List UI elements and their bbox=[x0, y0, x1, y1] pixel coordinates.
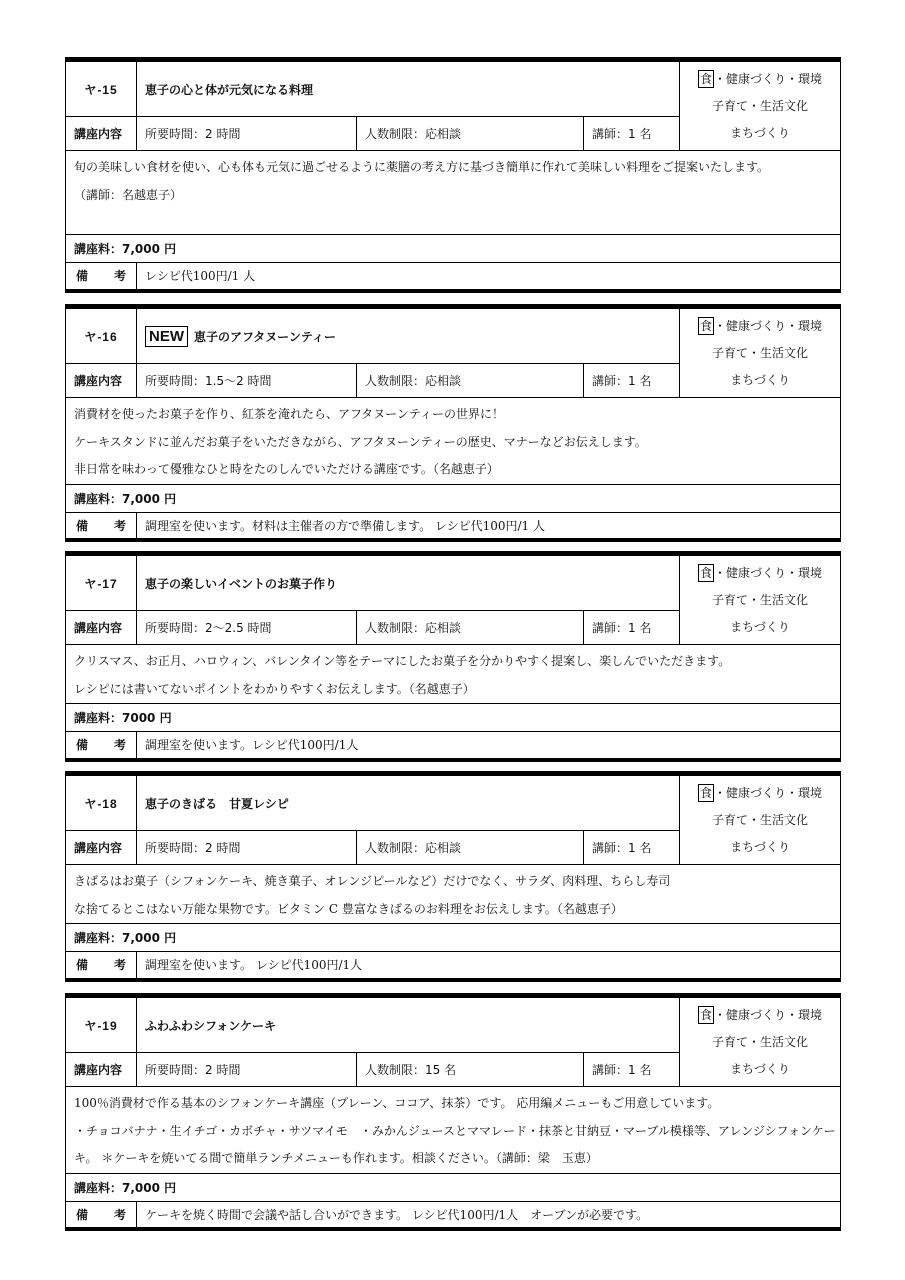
duration: 所要時間：2 時間 bbox=[137, 117, 357, 151]
description-line: （講師：名越恵子） bbox=[74, 187, 183, 202]
tag-line3: まちづくり bbox=[730, 126, 790, 140]
course-code: ヤ-19 bbox=[66, 996, 137, 1053]
course-fee: 講座料：7,000 円 bbox=[66, 1173, 841, 1201]
course-code: ヤ-18 bbox=[66, 774, 137, 831]
course-title bbox=[137, 307, 680, 364]
tag-line2: 子育て・生活文化 bbox=[711, 99, 808, 113]
category-tags bbox=[680, 307, 841, 398]
course-title bbox=[137, 60, 680, 117]
instructors: 講師：1 名 bbox=[584, 364, 680, 398]
tag-food-mark: 食 bbox=[699, 72, 712, 86]
capacity: 人数制限：応相談 bbox=[357, 611, 584, 645]
course-fee: 講座料：7,000 円 bbox=[66, 924, 841, 952]
duration: 所要時間：2～2.5 時間 bbox=[137, 611, 357, 645]
course-title bbox=[137, 774, 680, 831]
course-card bbox=[65, 993, 840, 1231]
tag-line1: ・健康づくり・環境 bbox=[714, 566, 823, 580]
tag-line1: ・健康づくり・環境 bbox=[714, 1008, 823, 1022]
instructors: 講師：1 名 bbox=[584, 831, 680, 865]
course-fee: 講座料：7000 円 bbox=[66, 704, 841, 732]
course-title-text: 恵子の楽しいイベントのお菓子作り bbox=[145, 576, 338, 591]
tag-food-mark: 食 bbox=[700, 319, 713, 333]
description-line: 消費材を使ったお菓子を作り、紅茶を淹れたら、アフタヌーンティーの世界に！ bbox=[74, 407, 504, 421]
note-label: 備 考 bbox=[66, 512, 137, 540]
course-description bbox=[66, 865, 841, 924]
note-text: 調理室を使います。レシピ代100円/1人 bbox=[137, 732, 841, 760]
capacity: 人数制限：応相談 bbox=[357, 364, 584, 398]
tag-line3: まちづくり bbox=[730, 373, 790, 387]
course-fee: 講座料：7,000 円 bbox=[66, 235, 841, 263]
course-card bbox=[65, 304, 840, 542]
note-text: レシピ代100円/1 人 bbox=[137, 263, 841, 291]
note-text: ケーキを焼く時間で会議や話し合いができます。 レシピ代100円/1人 オーブンが必要です。 bbox=[137, 1201, 841, 1229]
course-description bbox=[66, 151, 841, 235]
course-description bbox=[66, 645, 841, 704]
note-label: 備 考 bbox=[66, 263, 137, 291]
tag-line2: 子育て・生活文化 bbox=[711, 1035, 808, 1049]
description-line: キ。 ＊ケーキを焼いてる間で簡単ランチメニューも作れます。相談ください。（講師：梁 玉恵） bbox=[74, 1151, 598, 1165]
description-line: クリスマス、お正月、ハロウィン、バレンタイン等をテーマにしたお菓子を分かりやすく提案し、楽しんでいただきます。 bbox=[74, 654, 731, 668]
capacity: 人数制限：応相談 bbox=[357, 117, 584, 151]
content-label: 講座内容 bbox=[66, 831, 137, 865]
content-label: 講座内容 bbox=[66, 1053, 137, 1087]
description-line: な捨てるとこはない万能な果物です。ビタミン C 豊富なきばるのお料理をお伝えします。（名越恵子） bbox=[74, 901, 623, 916]
content-label: 講座内容 bbox=[66, 611, 137, 645]
note-text: 調理室を使います。材料は主催者の方で準備します。 レシピ代100円/1 人 bbox=[137, 512, 841, 540]
category-tags bbox=[680, 554, 841, 645]
note-label: 備 考 bbox=[66, 952, 137, 980]
course-card bbox=[65, 57, 840, 293]
tag-line3: まちづくり bbox=[730, 840, 790, 854]
course-code: ヤ-16 bbox=[66, 307, 137, 364]
course-title-text: 恵子のきばる 甘夏レシピ bbox=[145, 796, 289, 811]
course-description bbox=[66, 398, 841, 485]
tag-line2: 子育て・生活文化 bbox=[711, 593, 808, 607]
course-fee: 講座料：7,000 円 bbox=[66, 484, 841, 512]
description-line: 旬の美味しい食材を使い、心も体も元気に過ごせるように薬膳の考え方に基づき簡単に作れて美味しい料理をご提案いたします。 bbox=[74, 160, 770, 174]
description-line: ・チョコバナナ・生イチゴ・カボチャ・サツマイモ ・みかんジュースとママレード・抹茶と甘納豆・マーブル模様等、アレンジシフォンケー bbox=[74, 1123, 836, 1138]
content-label: 講座内容 bbox=[66, 364, 137, 398]
description-line: きばるはお菓子（シフォンケーキ、焼き菓子、オレンジピールなど）だけでなく、サラダ、肉料理、ちらし寿司 bbox=[74, 874, 671, 888]
course-card bbox=[65, 771, 840, 982]
course-card bbox=[65, 551, 840, 762]
note-text: 調理室を使います。 レシピ代100円/1人 bbox=[137, 952, 841, 980]
description-line: 非日常を味わって優雅なひと時をたのしんでいただける講座です。（名越恵子） bbox=[74, 462, 499, 476]
course-title-text: 恵子の心と体が元気になる料理 bbox=[145, 82, 314, 97]
instructors: 講師：1 名 bbox=[584, 1053, 680, 1087]
course-description bbox=[66, 1087, 841, 1174]
duration: 所要時間：1.5～2 時間 bbox=[137, 364, 357, 398]
tag-line1: ・健康づくり・環境 bbox=[714, 319, 823, 333]
description-line: ケーキスタンドに並んだお菓子をいただきながら、アフタヌーンティーの歴史、マナーなどお伝えします。 bbox=[74, 434, 647, 449]
content-label: 講座内容 bbox=[66, 117, 137, 151]
category-tags bbox=[680, 774, 841, 865]
category-tags bbox=[680, 60, 841, 151]
tag-line1: ・健康づくり・環境 bbox=[714, 786, 823, 800]
new-badge: NEW bbox=[145, 326, 188, 347]
tag-food-mark: 食 bbox=[699, 1008, 712, 1022]
tag-line2: 子育て・生活文化 bbox=[712, 346, 809, 360]
instructors: 講師：1 名 bbox=[584, 611, 680, 645]
tag-line2: 子育て・生活文化 bbox=[712, 813, 809, 827]
tag-line1: ・健康づくり・環境 bbox=[714, 72, 823, 86]
capacity: 人数制限：15 名 bbox=[357, 1053, 584, 1087]
description-line: 100％消費材で作る基本のシフォンケーキ講座（プレーン、ココア、抹茶）です。 応用編メニューもご用意しています。 bbox=[74, 1096, 720, 1110]
capacity: 人数制限：応相談 bbox=[357, 831, 584, 865]
tag-food-mark: 食 bbox=[699, 566, 712, 580]
description-line: レシピには書いてないポイントをわかりやすくお伝えします。（名越恵子） bbox=[74, 681, 475, 696]
course-title-text: ふわふわシフォンケーキ bbox=[145, 1018, 277, 1033]
tag-line3: まちづくり bbox=[730, 1062, 790, 1076]
note-label: 備 考 bbox=[66, 732, 137, 760]
course-title bbox=[137, 996, 680, 1053]
tag-line3: まちづくり bbox=[730, 620, 790, 634]
course-code: ヤ-17 bbox=[66, 554, 137, 611]
instructors: 講師：1 名 bbox=[584, 117, 680, 151]
course-code: ヤ-15 bbox=[66, 60, 137, 117]
tag-food-mark: 食 bbox=[700, 786, 713, 800]
category-tags bbox=[680, 996, 841, 1087]
course-title bbox=[137, 554, 680, 611]
duration: 所要時間：2 時間 bbox=[137, 831, 357, 865]
note-label: 備 考 bbox=[66, 1201, 137, 1229]
duration: 所要時間：2 時間 bbox=[137, 1053, 357, 1087]
course-title-text: 恵子のアフタヌーンティー bbox=[194, 329, 336, 344]
